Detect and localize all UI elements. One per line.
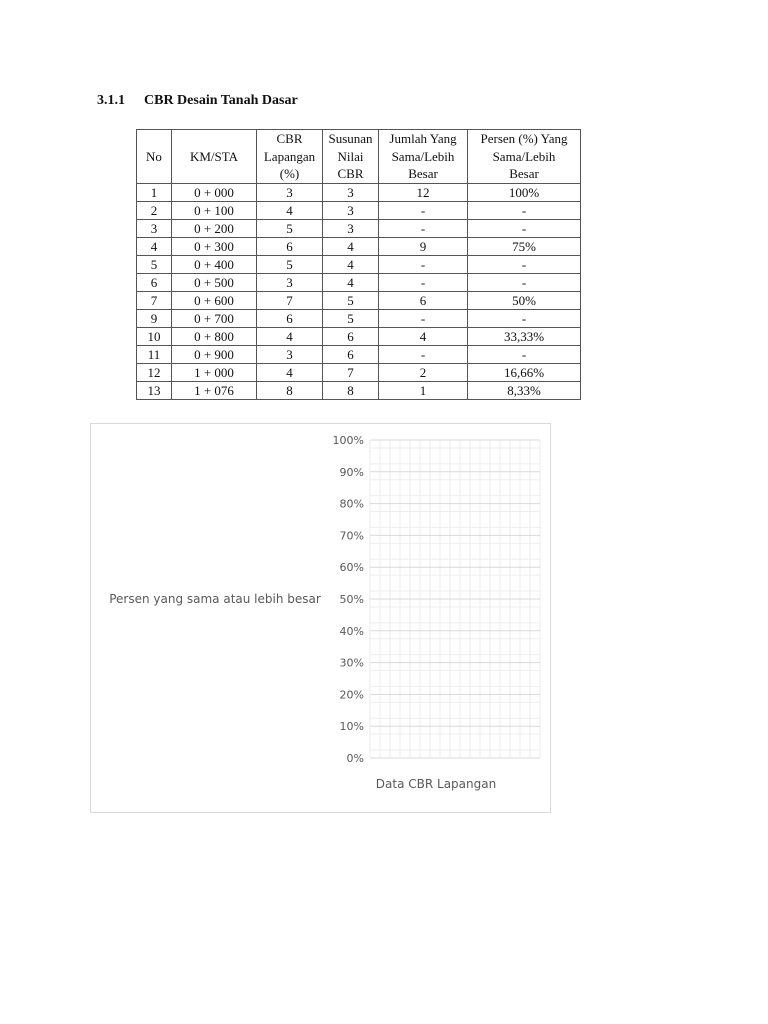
cell-susunan-nilai: 3 xyxy=(323,201,379,219)
cell-persen: 75% xyxy=(468,237,581,255)
cell-km-sta: 0 + 600 xyxy=(172,291,257,309)
cell-cbr-lapangan: 8 xyxy=(257,381,323,399)
header-susunan-nilai-cbr: Susunan Nilai CBR xyxy=(323,130,379,184)
cell-km-sta: 0 + 800 xyxy=(172,327,257,345)
cell-persen: - xyxy=(468,201,581,219)
cell-no: 13 xyxy=(137,381,172,399)
y-tick-label: 40% xyxy=(339,624,364,638)
cell-jumlah: - xyxy=(379,201,468,219)
header-persen-sama-lebih-besar: Persen (%) Yang Sama/Lebih Besar xyxy=(468,130,581,184)
table-row xyxy=(137,255,581,273)
section-number: 3.1.1 xyxy=(97,93,125,108)
cell-cbr-lapangan: 5 xyxy=(257,255,323,273)
cell-no: 7 xyxy=(137,291,172,309)
cell-susunan-nilai: 3 xyxy=(323,219,379,237)
table-row xyxy=(137,237,581,255)
cell-jumlah: - xyxy=(379,273,468,291)
y-axis-label: Persen yang sama atau lebih besar xyxy=(109,592,321,606)
table-row xyxy=(137,363,581,381)
cell-no: 2 xyxy=(137,201,172,219)
cbr-table xyxy=(136,129,581,400)
table-row xyxy=(137,273,581,291)
header-jumlah-sama-lebih-besar: Jumlah Yang Sama/Lebih Besar xyxy=(379,130,468,184)
cell-no: 1 xyxy=(137,183,172,201)
table-row xyxy=(137,381,581,399)
cell-km-sta: 0 + 400 xyxy=(172,255,257,273)
cell-km-sta: 1 + 000 xyxy=(172,363,257,381)
y-tick-label: 100% xyxy=(332,434,364,447)
y-tick-label: 50% xyxy=(339,593,364,606)
table-row xyxy=(137,327,581,345)
cell-persen: 50% xyxy=(468,291,581,309)
y-tick-label: 10% xyxy=(339,720,364,734)
cell-persen: 33,33% xyxy=(468,327,581,345)
chart-svg xyxy=(91,424,550,812)
y-tick-label: 60% xyxy=(339,561,364,575)
cell-jumlah: 9 xyxy=(379,237,468,255)
cell-km-sta: 0 + 000 xyxy=(172,183,257,201)
cell-jumlah: 12 xyxy=(379,183,468,201)
cell-persen: - xyxy=(468,309,581,327)
cell-no: 5 xyxy=(137,255,172,273)
cell-jumlah: 4 xyxy=(379,327,468,345)
cell-km-sta: 0 + 700 xyxy=(172,309,257,327)
table-header-row xyxy=(137,130,581,184)
table-row xyxy=(137,183,581,201)
cell-susunan-nilai: 3 xyxy=(323,183,379,201)
cell-jumlah: 6 xyxy=(379,291,468,309)
y-tick-label: 30% xyxy=(339,656,364,670)
cell-km-sta: 0 + 200 xyxy=(172,219,257,237)
cbr-chart xyxy=(90,423,551,813)
cell-jumlah: - xyxy=(379,309,468,327)
cell-jumlah: - xyxy=(379,255,468,273)
cell-no: 4 xyxy=(137,237,172,255)
cell-km-sta: 0 + 300 xyxy=(172,237,257,255)
cell-persen: - xyxy=(468,273,581,291)
cell-persen: 16,66% xyxy=(468,363,581,381)
cell-susunan-nilai: 5 xyxy=(323,309,379,327)
cell-susunan-nilai: 6 xyxy=(323,327,379,345)
cell-jumlah: - xyxy=(379,345,468,363)
cell-persen: - xyxy=(468,255,581,273)
cell-cbr-lapangan: 6 xyxy=(257,237,323,255)
cell-jumlah: - xyxy=(379,219,468,237)
cell-susunan-nilai: 5 xyxy=(323,291,379,309)
cell-cbr-lapangan: 7 xyxy=(257,291,323,309)
section-heading xyxy=(97,93,298,109)
cell-susunan-nilai: 4 xyxy=(323,237,379,255)
cell-cbr-lapangan: 3 xyxy=(257,183,323,201)
cell-no: 9 xyxy=(137,309,172,327)
cell-persen: - xyxy=(468,219,581,237)
x-axis-label: Data CBR Lapangan xyxy=(375,777,497,791)
cell-km-sta: 0 + 500 xyxy=(172,273,257,291)
table-row xyxy=(137,201,581,219)
cell-susunan-nilai: 6 xyxy=(323,345,379,363)
cell-cbr-lapangan: 5 xyxy=(257,219,323,237)
cell-no: 6 xyxy=(137,273,172,291)
header-no: No xyxy=(137,130,172,184)
cell-cbr-lapangan: 4 xyxy=(257,363,323,381)
y-tick-label: 20% xyxy=(339,688,364,702)
y-tick-label: 90% xyxy=(339,465,364,479)
cell-no: 3 xyxy=(137,219,172,237)
cell-persen: 8,33% xyxy=(468,381,581,399)
table-row xyxy=(137,291,581,309)
cell-no: 12 xyxy=(137,363,172,381)
cell-km-sta: 1 + 076 xyxy=(172,381,257,399)
cell-km-sta: 0 + 100 xyxy=(172,201,257,219)
cell-cbr-lapangan: 6 xyxy=(257,309,323,327)
cell-susunan-nilai: 7 xyxy=(323,363,379,381)
table-row xyxy=(137,219,581,237)
cell-cbr-lapangan: 3 xyxy=(257,345,323,363)
y-tick-label: 80% xyxy=(339,497,364,511)
cell-jumlah: 1 xyxy=(379,381,468,399)
cell-susunan-nilai: 4 xyxy=(323,273,379,291)
section-title: CBR Desain Tanah Dasar xyxy=(144,93,298,108)
cell-persen: 100% xyxy=(468,183,581,201)
cell-persen: - xyxy=(468,345,581,363)
table-body xyxy=(137,183,581,399)
cell-cbr-lapangan: 4 xyxy=(257,201,323,219)
cell-cbr-lapangan: 3 xyxy=(257,273,323,291)
cell-km-sta: 0 + 900 xyxy=(172,345,257,363)
cell-no: 10 xyxy=(137,327,172,345)
cell-jumlah: 2 xyxy=(379,363,468,381)
y-tick-label: 70% xyxy=(339,529,364,543)
cell-susunan-nilai: 4 xyxy=(323,255,379,273)
y-tick-label: 0% xyxy=(346,752,364,765)
cell-no: 11 xyxy=(137,345,172,363)
table-row xyxy=(137,309,581,327)
cell-susunan-nilai: 8 xyxy=(323,381,379,399)
header-cbr-lapangan: CBR Lapangan (%) xyxy=(257,130,323,184)
table-row xyxy=(137,345,581,363)
header-km-sta: KM/STA xyxy=(172,130,257,184)
cell-cbr-lapangan: 4 xyxy=(257,327,323,345)
